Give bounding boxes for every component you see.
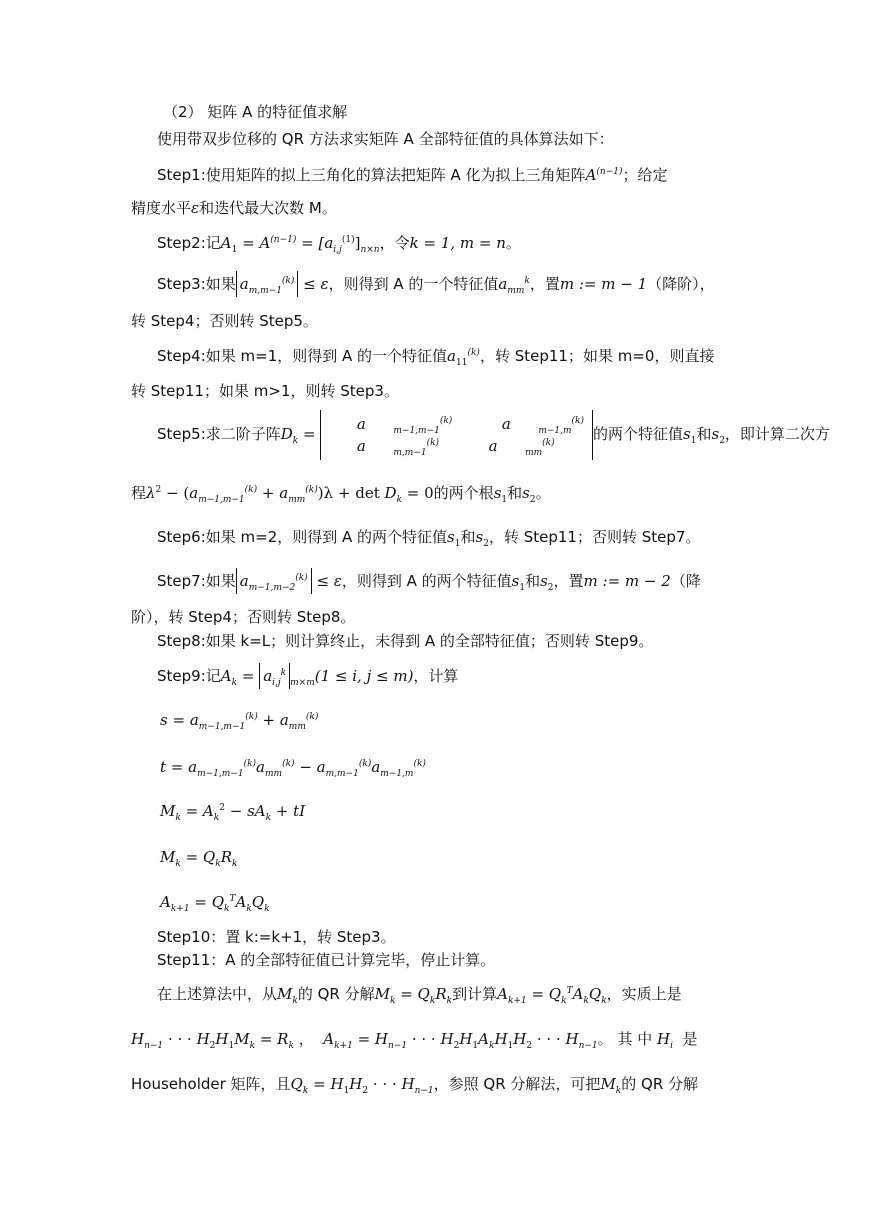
step3-line1: Step3:如果 $a_{m,m-1}^{(k)} \le \varepsilon$，则得到 A 的一个特征值$a_{mm}^k$，置m := m − 1（降阶）， [157,271,715,297]
para-line2: $H_{n-1}$ · · · $H_2H_1M_k = R_k$ ， $A_{k+1} = H_{n-1}$ · · · $H_2H_1A_kH_1H_2$ · · · $H_{n-1}$。 其 中 $H_i$ 是 [131,1030,698,1051]
para-line3: Householder 矩阵，且$Q_k = H_1H_2$ · · · $H_{n-1}$，参照 QR 分解法，可把$M_k$的 QR 分解 [131,1075,699,1096]
formula-mk: $M_k = A_k^2 - sA_k$ + tI [160,802,306,823]
step8-line: Step8:如果 k=L；则计算终止，未得到 A 的全部特征值；否则转 Step9。 [157,632,654,650]
step7-line1: Step7:如果 $a_{m-1,m-2}^{(k)} \le \varepsilon$，则得到 A 的两个特征值$s_1$和$s_2$，置m := m − 2（降 [157,568,701,594]
formula-t: $t = a_{m-1,m-1}^{(k)}a_{mm}^{(k)} - a_{m,m-1}^{(k)}a_{m-1,m}^{(k)}$ [160,758,426,779]
step4-line1: Step4:如果 m=1，则得到 A 的一个特征值$a_{11}^{(k)}$，转 Step11；如果 m=0，则直接 [157,347,715,368]
para-line1: 在上述算法中，从$M_k$的 QR 分解$M_k = Q_kR_k$到计算$A_{k+1} = Q_k^TA_kQ_k$，实质上是 [157,985,682,1006]
step6-line: Step6:如果 m=2，则得到 A 的两个特征值$s_1$和$s_2$，转 Step11；否则转 Step7。 [157,528,701,549]
formula-ak1: $A_{k+1} = Q_k^TA_kQ_k$ [160,893,270,914]
formula-qr: $M_k = Q_kR_k$ [160,848,238,869]
step4-line2: 转 Step11；如果 m>1，则转 Step3。 [131,382,399,400]
step9-line: Step9:记$A_k = a_{i,j}^k_{m\times m}(1 \le i$, j ≤ m)，计算 [157,663,458,689]
step10-line: Step10：置 k:=k+1，转 Step3。 [157,928,396,946]
step7-line2: 阶），转 Step4；否则转 Step8。 [131,608,356,626]
step5-line2: 程$\lambda^2 - (a_{m-1,m-1}^{(k)} + a_{mm}^{(k)})\lambda + \det D_k = 0$的两个根$s_1$和$s_2$。 [131,484,551,505]
step1-line2: 精度水平ε和迭代最大次数 M。 [131,199,337,217]
section-heading: （2） 矩阵 A 的特征值求解 [163,103,348,121]
step11-line: Step11：A 的全部特征值已计算完毕，停止计算。 [157,951,496,969]
step2-line: Step2:记$A_1 = A^{(n-1)} = [a_{i,j}^{(1)}]_{n\times n}$，令k = 1, m = n。 [157,234,521,255]
step5-line1: Step5:求二阶子阵$D_k$ = a $_{m-1,m-1}^{(k)}$ a $_{m-1,m}^{(k)}$ a $_{m,m-1}^{(k)}$ a $_{mm}^{(k)}$ 的两个特征值$s_1$和$s_2$，即计算二次方 [157,406,830,462]
step1-line1: Step1:使用矩阵的拟上三角化的算法把矩阵 A 化为拟上三角矩阵$A^{(n-1)}$；给定 [157,166,668,184]
submatrix-d: a $_{m-1,m-1}^{(k)}$ a $_{m-1,m}^{(k)}$ a $_{m,m-1}^{(k)}$ a $_{mm}^{(k)}$ [320,410,593,460]
step3-line2: 转 Step4；否则转 Step5。 [131,312,318,330]
paragraph-intro: 使用带双步位移的 QR 方法求实矩阵 A 全部特征值的具体算法如下： [157,130,614,148]
formula-s: $s = a_{m-1,m-1}^{(k)} + a_{mm}^{(k)}$ [160,711,319,732]
